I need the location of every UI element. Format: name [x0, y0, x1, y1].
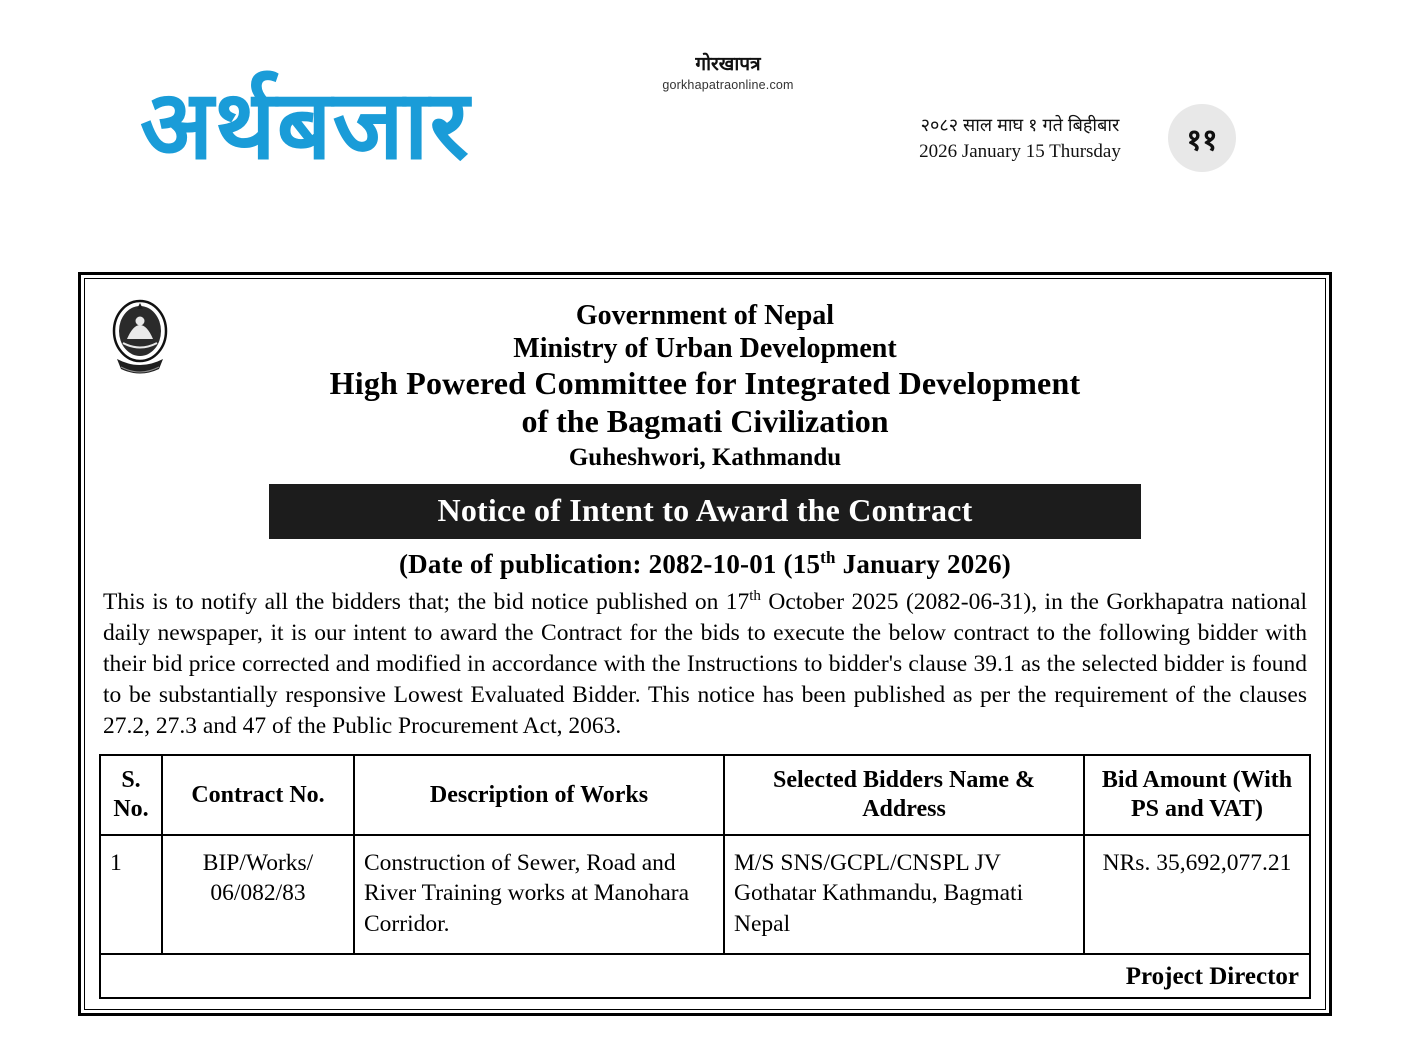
- header-serial-number: S. No.: [100, 755, 162, 835]
- publication-date-suffix: January 2026): [835, 549, 1011, 580]
- date-nepali: २०८२ साल माघ १ गते बिहीबार: [920, 115, 1120, 135]
- brand-name-nepali: गोरखापत्र: [695, 54, 761, 75]
- body-text-part2: October 2025 (2082-06-31), in the Gorkhapatra national daily newspaper, it is our intent to award the Contract for the bids to execute the below contract to the following bidder with their bid price corrected and modified in accordance with the Instructions to bidder's clause 39.1 as the selected bidder is found to be substantially responsive Lowest Evaluated Bidder. This notice has been published as per the requirement of the clauses 27.2, 27.3 and 47 of the Public Procurement Act, 2063.: [103, 589, 1307, 740]
- cell-description: Construction of Sewer, Road and River Training works at Manohara Corridor.: [354, 835, 724, 955]
- org-address: Guheshwori, Kathmandu: [568, 443, 842, 471]
- brand-block: [638, 55, 818, 92]
- table-row: [100, 835, 1310, 955]
- body-text-part1: This is to notify all the bidders that; the bid notice published on 17: [103, 589, 750, 616]
- org-committee-line2: of the Bagmati Civilization: [521, 402, 889, 439]
- body-text-ordinal: th: [749, 588, 761, 605]
- header-contract-number: Contract No.: [162, 755, 354, 835]
- organization-heading: [99, 291, 1311, 474]
- header-bid-amount: Bid Amount (With PS and VAT): [1084, 755, 1310, 835]
- notice-banner-title: Notice of Intent to Award the Contract: [269, 484, 1141, 539]
- bid-award-table: [99, 754, 1311, 955]
- org-government: Government of Nepal: [575, 300, 835, 331]
- publication-date-prefix: (Date of publication: 2082-10-01 (15: [398, 549, 821, 580]
- nepal-government-emblem-icon: [107, 297, 173, 383]
- brand-website-url: gorkhapatraonline.com: [662, 77, 794, 92]
- newspaper-title: अर्थबजार: [140, 72, 470, 179]
- date-english: 2026 January 15 Thursday: [919, 141, 1121, 163]
- org-ministry: Ministry of Urban Development: [513, 333, 897, 365]
- notice-box: [78, 272, 1332, 1016]
- header-bidder: Selected Bidders Name & Address: [724, 755, 1084, 835]
- notice-inner-frame: [84, 278, 1326, 1010]
- org-committee-line1: High Powered Committee for Integrated Development: [329, 365, 1081, 402]
- cell-serial-number: 1: [100, 835, 162, 955]
- cell-contract-number: BIP/Works/ 06/082/83: [162, 835, 354, 955]
- page-number-badge: ११: [1168, 104, 1236, 172]
- table-header-row: [100, 755, 1310, 835]
- cell-bidder: M/S SNS/GCPL/CNSPL JV Gothatar Kathmandu, Bagmati Nepal: [724, 835, 1084, 955]
- header-description: Description of Works: [354, 755, 724, 835]
- publication-date-line: [99, 548, 1311, 580]
- masthead: [0, 0, 1406, 230]
- signatory-label: Project Director: [99, 955, 1311, 999]
- publication-date-block: [880, 112, 1160, 166]
- notice-body-paragraph: [103, 587, 1307, 742]
- cell-bid-amount: NRs. 35,692,077.21: [1084, 835, 1310, 955]
- publication-date-ordinal: th: [820, 548, 836, 568]
